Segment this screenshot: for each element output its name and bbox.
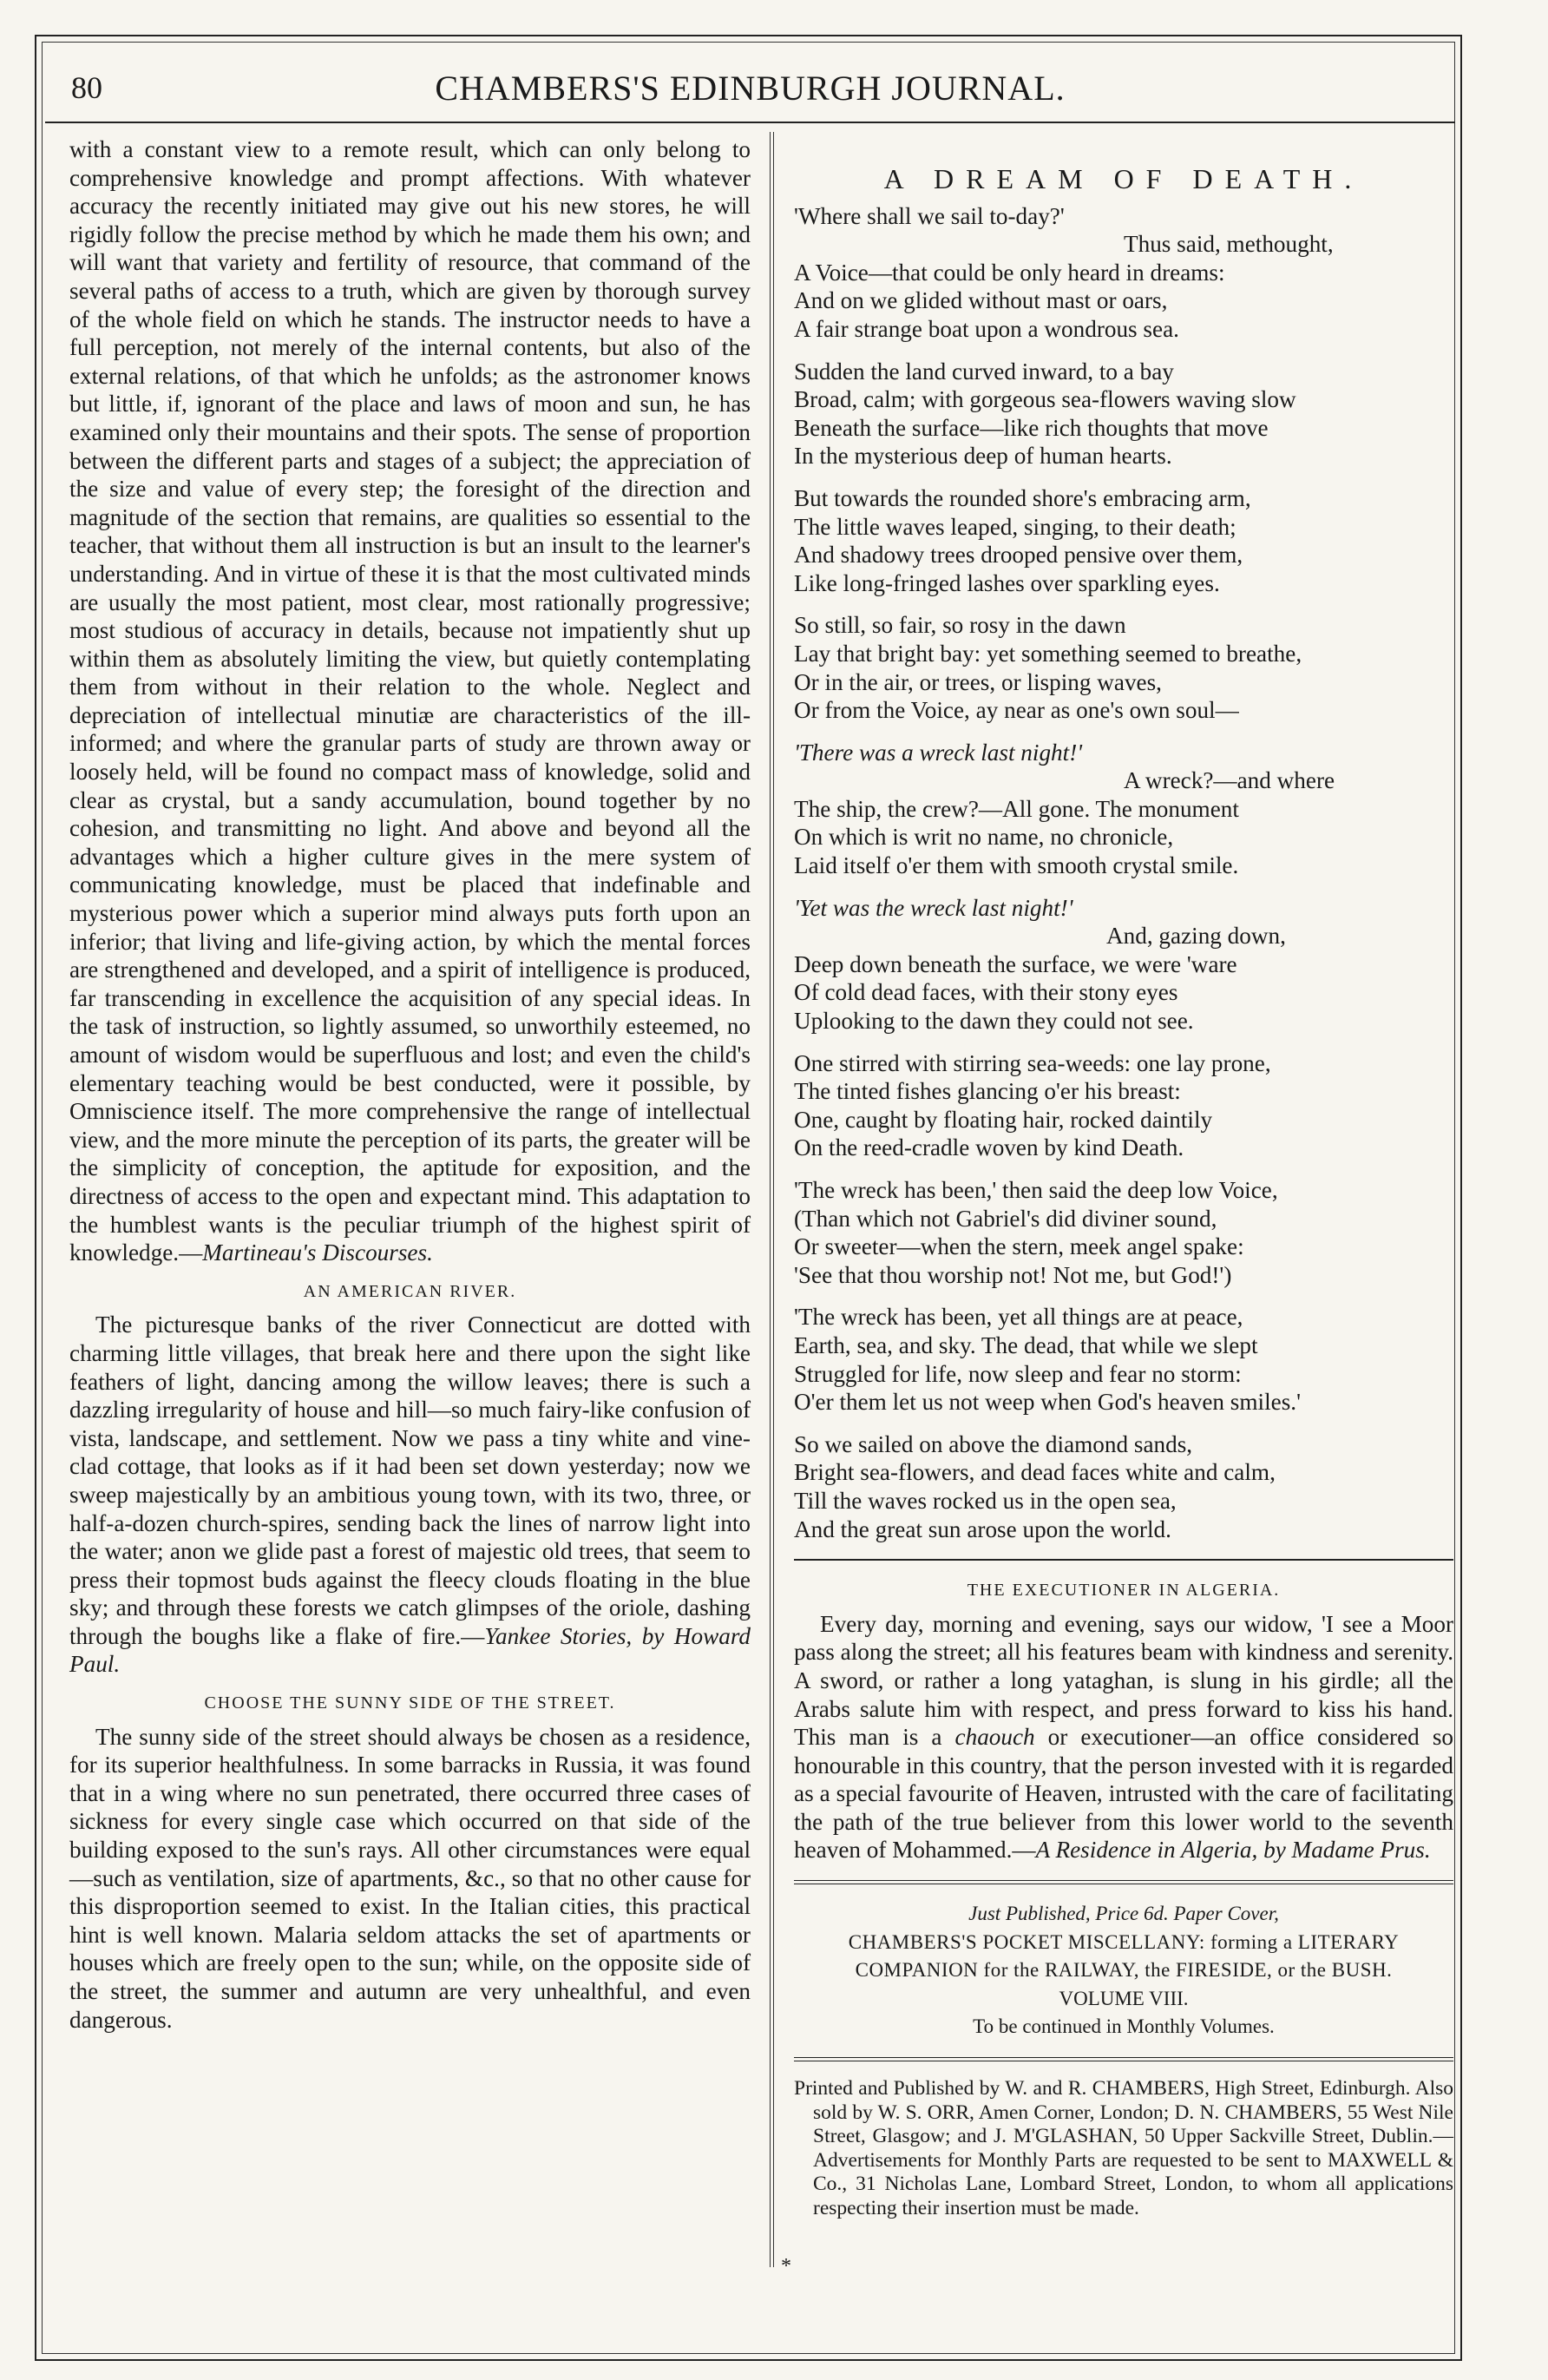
poem-line: 'The wreck has been, yet all things are at peace, xyxy=(794,1304,1243,1331)
poem-line: 'There was a wreck last night!' xyxy=(794,739,1083,766)
ad-line: CHAMBERS'S POCKET MISCELLANY: forming a LITERARY COMPANION for the RAILWAY, the FIRESIDE, or the BUSH. xyxy=(848,1930,1400,1982)
left-column xyxy=(69,135,751,2034)
poem-line: On which is writ no name, no chronicle, xyxy=(794,824,1174,851)
poem-line: Bright sea-flowers, and dead faces white and calm, xyxy=(794,1459,1276,1486)
poem-line: Till the waves rocked us in the open sea, xyxy=(794,1487,1177,1514)
poem-line: Sudden the land curved inward, to a bay xyxy=(794,358,1174,385)
poem-line: The little waves leaped, singing, to their death; xyxy=(794,513,1236,540)
imprint-text: Printed and Published by W. and R. CHAMBERS, High Street, Edinburgh. Also sold by W. S. ORR, Amen Corner, London; D. N. CHAMBERS, 55 West Nile Street, Glasgow; and J. M'GLASHAN, 50 Upper Sackville Street, Dublin.—Advertisements for Monthly Parts are requested to be sent to MAXWELL & Co., 31 Nicholas Lane, Lombard Street, London, to whom all applications respecting their insertion must be made. xyxy=(794,2077,1453,2219)
poem-line: One, caught by floating hair, rocked daintily xyxy=(794,1106,1213,1133)
poem-stanza xyxy=(794,202,1453,344)
article-paragraph xyxy=(69,1311,751,1679)
poem-line: Laid itself o'er them with smooth crystal smile. xyxy=(794,852,1239,879)
section-heading: AN AMERICAN RIVER. xyxy=(303,1281,517,1301)
poem-stanza xyxy=(794,894,1453,1035)
emphasis-word: chaouch xyxy=(954,1724,1035,1751)
poem-line: 'The wreck has been,' then said the deep low Voice, xyxy=(794,1177,1278,1203)
poem-line: Earth, sea, and sky. The dead, that while we slept xyxy=(794,1331,1258,1358)
section-heading: THE EXECUTIONER IN ALGERIA. xyxy=(967,1581,1281,1601)
poem-stanza xyxy=(794,611,1453,724)
poem-line: O'er them let us not weep when God's heaven smiles.' xyxy=(794,1389,1301,1416)
poem-stanza xyxy=(794,1430,1453,1543)
poem-line: Like long-fringed lashes over sparkling eyes. xyxy=(794,569,1220,596)
poem-line: Deep down beneath the surface, we were 'ware xyxy=(794,950,1237,977)
poem-line: So we sailed on above the diamond sands, xyxy=(794,1430,1193,1457)
poem-line: Beneath the surface—like rich thoughts that move xyxy=(794,414,1269,441)
journal-title: CHAMBERS'S EDINBURGH JOURNAL. xyxy=(435,69,1066,108)
paragraph-text: Every day, morning and evening, says our widow, 'I see a Moor pass along the street; all his features beam with kindness and serenity. A sword, or rather a long yataghan, is slung in his girdle; all the Arabs salute him with respect, and press forward to kiss his hand. This man is a xyxy=(794,1610,1453,1751)
ad-line: VOLUME VIII. xyxy=(1059,1987,1189,2009)
poem-stanza xyxy=(794,739,1453,880)
advertisement xyxy=(794,1900,1453,2041)
poem-line: A fair strange boat upon a wondrous sea. xyxy=(794,315,1179,342)
poem-line: So still, so fair, so rosy in the dawn xyxy=(794,612,1126,639)
poem-stanza xyxy=(794,358,1453,470)
source-citation: A Residence in Algeria, by Madame Prus. xyxy=(1035,1837,1431,1864)
header-rule xyxy=(45,122,1455,123)
poem-line: Struggled for life, now sleep and fear no storm: xyxy=(794,1360,1242,1387)
poem-line: Of cold dead faces, with their stony eyes xyxy=(794,979,1178,1006)
poem-line: In the mysterious deep of human hearts. xyxy=(794,443,1172,470)
imprint xyxy=(794,2077,1453,2220)
poem-stanza xyxy=(794,1303,1453,1416)
poem-line: A wreck?—and where xyxy=(1124,767,1335,794)
poem-line: 'See that thou worship not! Not me, but God!') xyxy=(794,1261,1232,1288)
poem-line: Or in the air, or trees, or lisping waves, xyxy=(794,668,1162,695)
ad-line: Just Published, Price 6d. Paper Cover, xyxy=(968,1903,1279,1925)
paragraph-text: The picturesque banks of the river Connecticut are dotted with charming little villages, that break here and there upon the sight like feathers of light, dancing among the willow leaves; there is such a dazzling irregularity of house and hill—so much fairy-like confusion of vista, landscape, and settlement. Now we pass a tiny white and vine-clad cottage, that looks as if it had been set down yesterday; now we sweep majestically by an ambitious young town, with its two, three, or half-a-dozen church-spires, sending back the lines of narrow light into the water; anon we glide past a forest of majestic old trees, that seem to press their topmost buds against the fleecy clouds floating in the blue sky; and through these forests we catch glimpses of the oriole, dashing through the boughs like a flake of fire.— xyxy=(69,1312,751,1649)
ad-line: To be continued in Monthly Volumes. xyxy=(973,2015,1275,2038)
column-divider xyxy=(770,132,771,2267)
poem-line: 'Yet was the wreck last night!' xyxy=(794,894,1073,921)
poem-line: The tinted fishes glancing o'er his breast: xyxy=(794,1078,1181,1105)
footer-mark: * xyxy=(781,2255,791,2278)
poem-line: And on we glided without mast or oars, xyxy=(794,287,1168,314)
section-heading: CHOOSE THE SUNNY SIDE OF THE STREET. xyxy=(204,1693,616,1713)
poem-line: One stirred with stirring sea-weeds: one lay prone, xyxy=(794,1049,1271,1076)
paragraph-text: or executioner—an office considered so honourable in this country, that the person invested with it is regarded as a special favourite of Heaven, intrusted with the care of facilitating the path of the true believer from this lower world to the seventh heaven of Mohammed.— xyxy=(794,1724,1453,1864)
double-rule xyxy=(794,2057,1453,2061)
source-citation: Yankee Stories, by Howard Paul. xyxy=(69,1622,751,1678)
article-paragraph xyxy=(794,1610,1453,1864)
poem-line: But towards the rounded shore's embracing arm, xyxy=(794,484,1251,511)
poem-line: Broad, calm; with gorgeous sea-flowers waving slow xyxy=(794,386,1296,413)
poem-line: Lay that bright bay: yet something seemed to breathe, xyxy=(794,640,1302,667)
poem-line: 'Where shall we sail to-day?' xyxy=(794,202,1065,229)
poem-line: Thus said, methought, xyxy=(1124,231,1334,258)
poem-stanza xyxy=(794,484,1453,597)
paragraph-text: with a constant view to a remote result, which can only belong to comprehensive knowledge and prompt affections. With whatever accuracy the recently initiated may give out his new stores, he will rigidly follow the precise method by which he made them his own; and will want that variety and fertility of resource, that command of the several paths of access to a truth, which are given by thorough survey of the whole field on which he stands. The instructor needs to have a full perception, not merely of the internal contents, but also of the external relations, of that which he unfolds; as the astronomer knows but little, if, ignorant of the place and laws of moon and sun, he has examined only their mountains and their spots. The sense of proportion between the different parts and stages of a subject; the appreciation of the size and value of every step; the foresight of the direction and magnitude of the section that remains, are qualities so essential to the teacher, that without them all instruction is but an insult to the learner's understanding. And in virtue of these it is that the most cultivated minds are usually the most patient, most clear, most rationally progressive; most studious of accuracy in details, because not impatiently shut up within them as absolutely limiting the view, but quietly contemplating them from without in their relation to the whole. Neglect and depreciation of intellectual minutiæ are characteristics of the ill-informed; and where the granular parts of study are thrown away or loosely held, will be found no compact mass of knowledge, solid and clear as crystal, but a sandy accumulation, bound together by no cohesion, and transmitting no light. And above and beyond all the advantages which a higher culture gives in the mere system of communicating knowledge, must be placed that indefinable and mysterious power which a superior mind always puts forth upon an inferior; that living and life-giving action, by which the mental forces are strengthened and developed, and a spirit of intelligence is produced, far transcending in excellence the acquisition of any special ideas. In the task of instruction, so lightly assumed, so unworthily esteemed, no amount of wisdom would be superfluous and lost; and even the child's elementary teaching would be best conducted, were it possible, by Omniscience itself. The more comprehensive the range of intellectual view, and the more minute the perception of its parts, the greater will be the simplicity of conception, the aptitude for exposition, and the directness of access to the open and expectant mind. This adaptation to the humblest wants is the peculiar triumph of the highest spirit of knowledge.— xyxy=(69,136,751,1266)
poem-line: Or from the Voice, ay near as one's own soul— xyxy=(794,697,1239,724)
poem-line: And the great sun arose upon the world. xyxy=(794,1515,1171,1542)
page-header xyxy=(45,59,1455,120)
poem-line: A Voice—that could be only heard in dreams: xyxy=(794,259,1225,286)
poem-line: (Than which not Gabriel's did diviner sound, xyxy=(794,1205,1217,1232)
poem-stanza xyxy=(794,1049,1453,1162)
poem-title: A DREAM OF DEATH. xyxy=(883,163,1364,194)
poem-line: And shadowy trees drooped pensive over them, xyxy=(794,542,1243,569)
poem-line: Or sweeter—when the stern, meek angel spake: xyxy=(794,1233,1244,1260)
poem-line: The ship, the crew?—All gone. The monument xyxy=(794,795,1239,822)
article-paragraph: The sunny side of the street should always be chosen as a residence, for its superior healthfulness. In some barracks in Russia, it was found that in a wing where no sun penetrated, there occurred three cases of sickness for every single case which occurred on that side of the building exposed to the sun's rays. All other circumstances were equal—such as ventilation, size of apartments, &c., so that no other cause for this disproportion seemed to exist. In the Italian cities, this practical hint is well known. Malaria seldom attacks the set of apartments or houses which are freely open to the sun; while, on the opposite side of the street, the summer and autumn are very unhealthful, and even dangerous. xyxy=(69,1723,751,2033)
section-rule xyxy=(794,1559,1453,1561)
page-number: 80 xyxy=(71,70,102,105)
source-citation: Martineau's Discourses. xyxy=(202,1239,433,1266)
poem-line: Uplooking to the dawn they could not see. xyxy=(794,1008,1194,1035)
poem-stanza xyxy=(794,1176,1453,1289)
right-column xyxy=(794,135,1453,2220)
double-rule xyxy=(794,1880,1453,1884)
poem-line: And, gazing down, xyxy=(1106,923,1286,950)
poem-line: On the reed-cradle woven by kind Death. xyxy=(794,1134,1184,1161)
article-paragraph xyxy=(69,135,751,1267)
column-divider xyxy=(773,132,774,2267)
